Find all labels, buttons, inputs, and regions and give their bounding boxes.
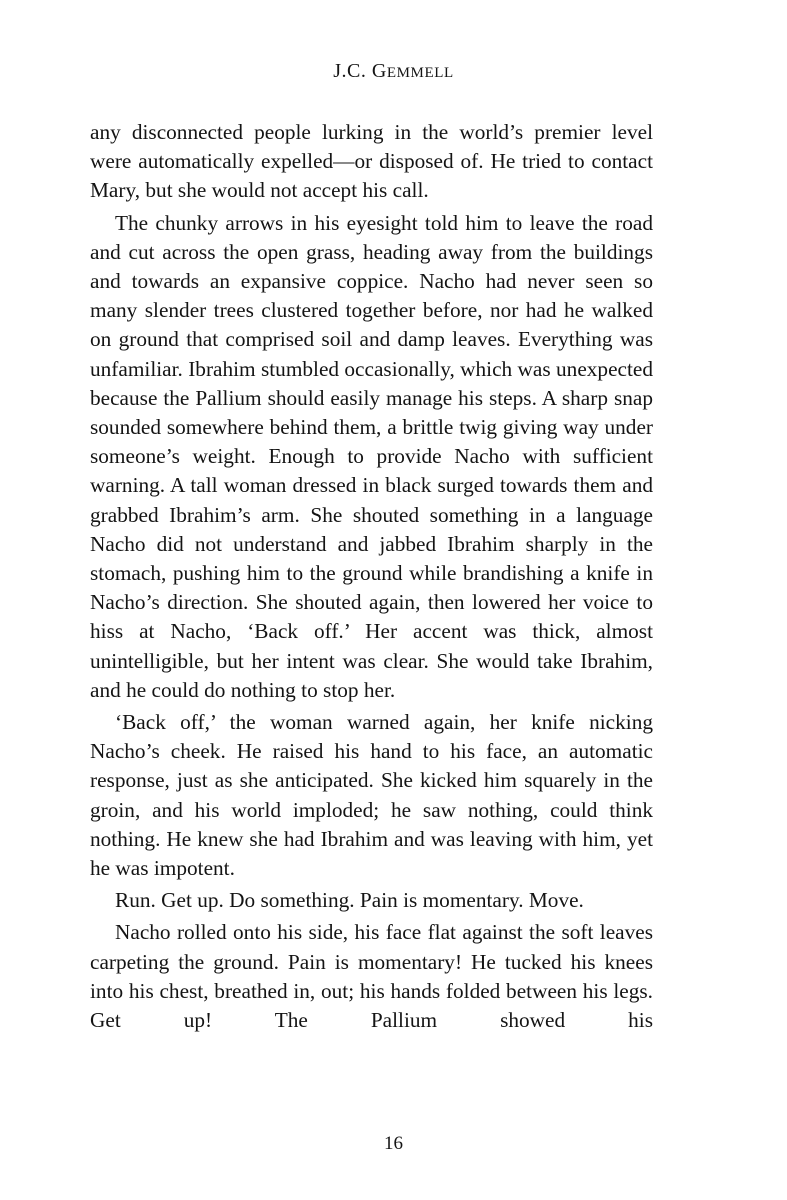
paragraph-4: Run. Get up. Do something. Pain is momentary. Move. — [115, 888, 584, 913]
header-author-smallcaps: EMMELL — [386, 65, 454, 81]
paragraph-3: ‘Back off,’ the woman warned again, her knife nicking Nacho’s cheek. He raised his hand to his face, an automatic response, just as she anticipated. She kicked him squarely in the groin, and his world imploded; he saw nothing, could think nothing. He knew she had Ibrahim and was leaving with him, yet he was impotent. — [90, 710, 653, 881]
header-author-initial: J.C. G — [333, 60, 387, 82]
paragraph-2: The chunky arrows in his eyesight told him to leave the road and cut across the open grass, heading away from the buildings and towards an expansive coppice. Nacho had never seen so many slender trees clustered together before, nor had he walked on ground that comprised soil and damp leaves. Everything was unfamiliar. Ibrahim stumbled occasionally, which was unexpected because the Pallium should easily manage his steps. A sharp snap sounded somewhere behind them, a brittle twig giving way under someone’s weight. Enough to provide Nacho with sufficient warning. A tall woman dressed in black surged towards them and grabbed Ibrahim’s arm. She shouted something in a language Nacho did not understand and jabbed Ibrahim sharply in the stomach, pushing him to the ground while brandishing a knife in Nacho’s direction. She shouted again, then lowered her voice to hiss at Nacho, ‘Back off.’ Her accent was thick, almost unintelligible, but her intent was clear. She would take Ibrahim, and he could do nothing to stop her. — [90, 210, 653, 702]
paragraph-5: Nacho rolled onto his side, his face flat against the soft leaves carpeting the ground. Pain is momentary! He tucked his knees into his chest, breathed in, out; his hands folded between his legs. Get up! The Pallium showed his — [90, 920, 653, 1033]
paragraph-1: any disconnected people lurking in the world’s premier level were automatically expelled—or disposed of. He tried to contact Mary, but she would not accept his call. — [90, 120, 653, 203]
running-header — [0, 60, 787, 83]
page-number: 16 — [384, 1133, 403, 1154]
body-text — [90, 118, 653, 1038]
